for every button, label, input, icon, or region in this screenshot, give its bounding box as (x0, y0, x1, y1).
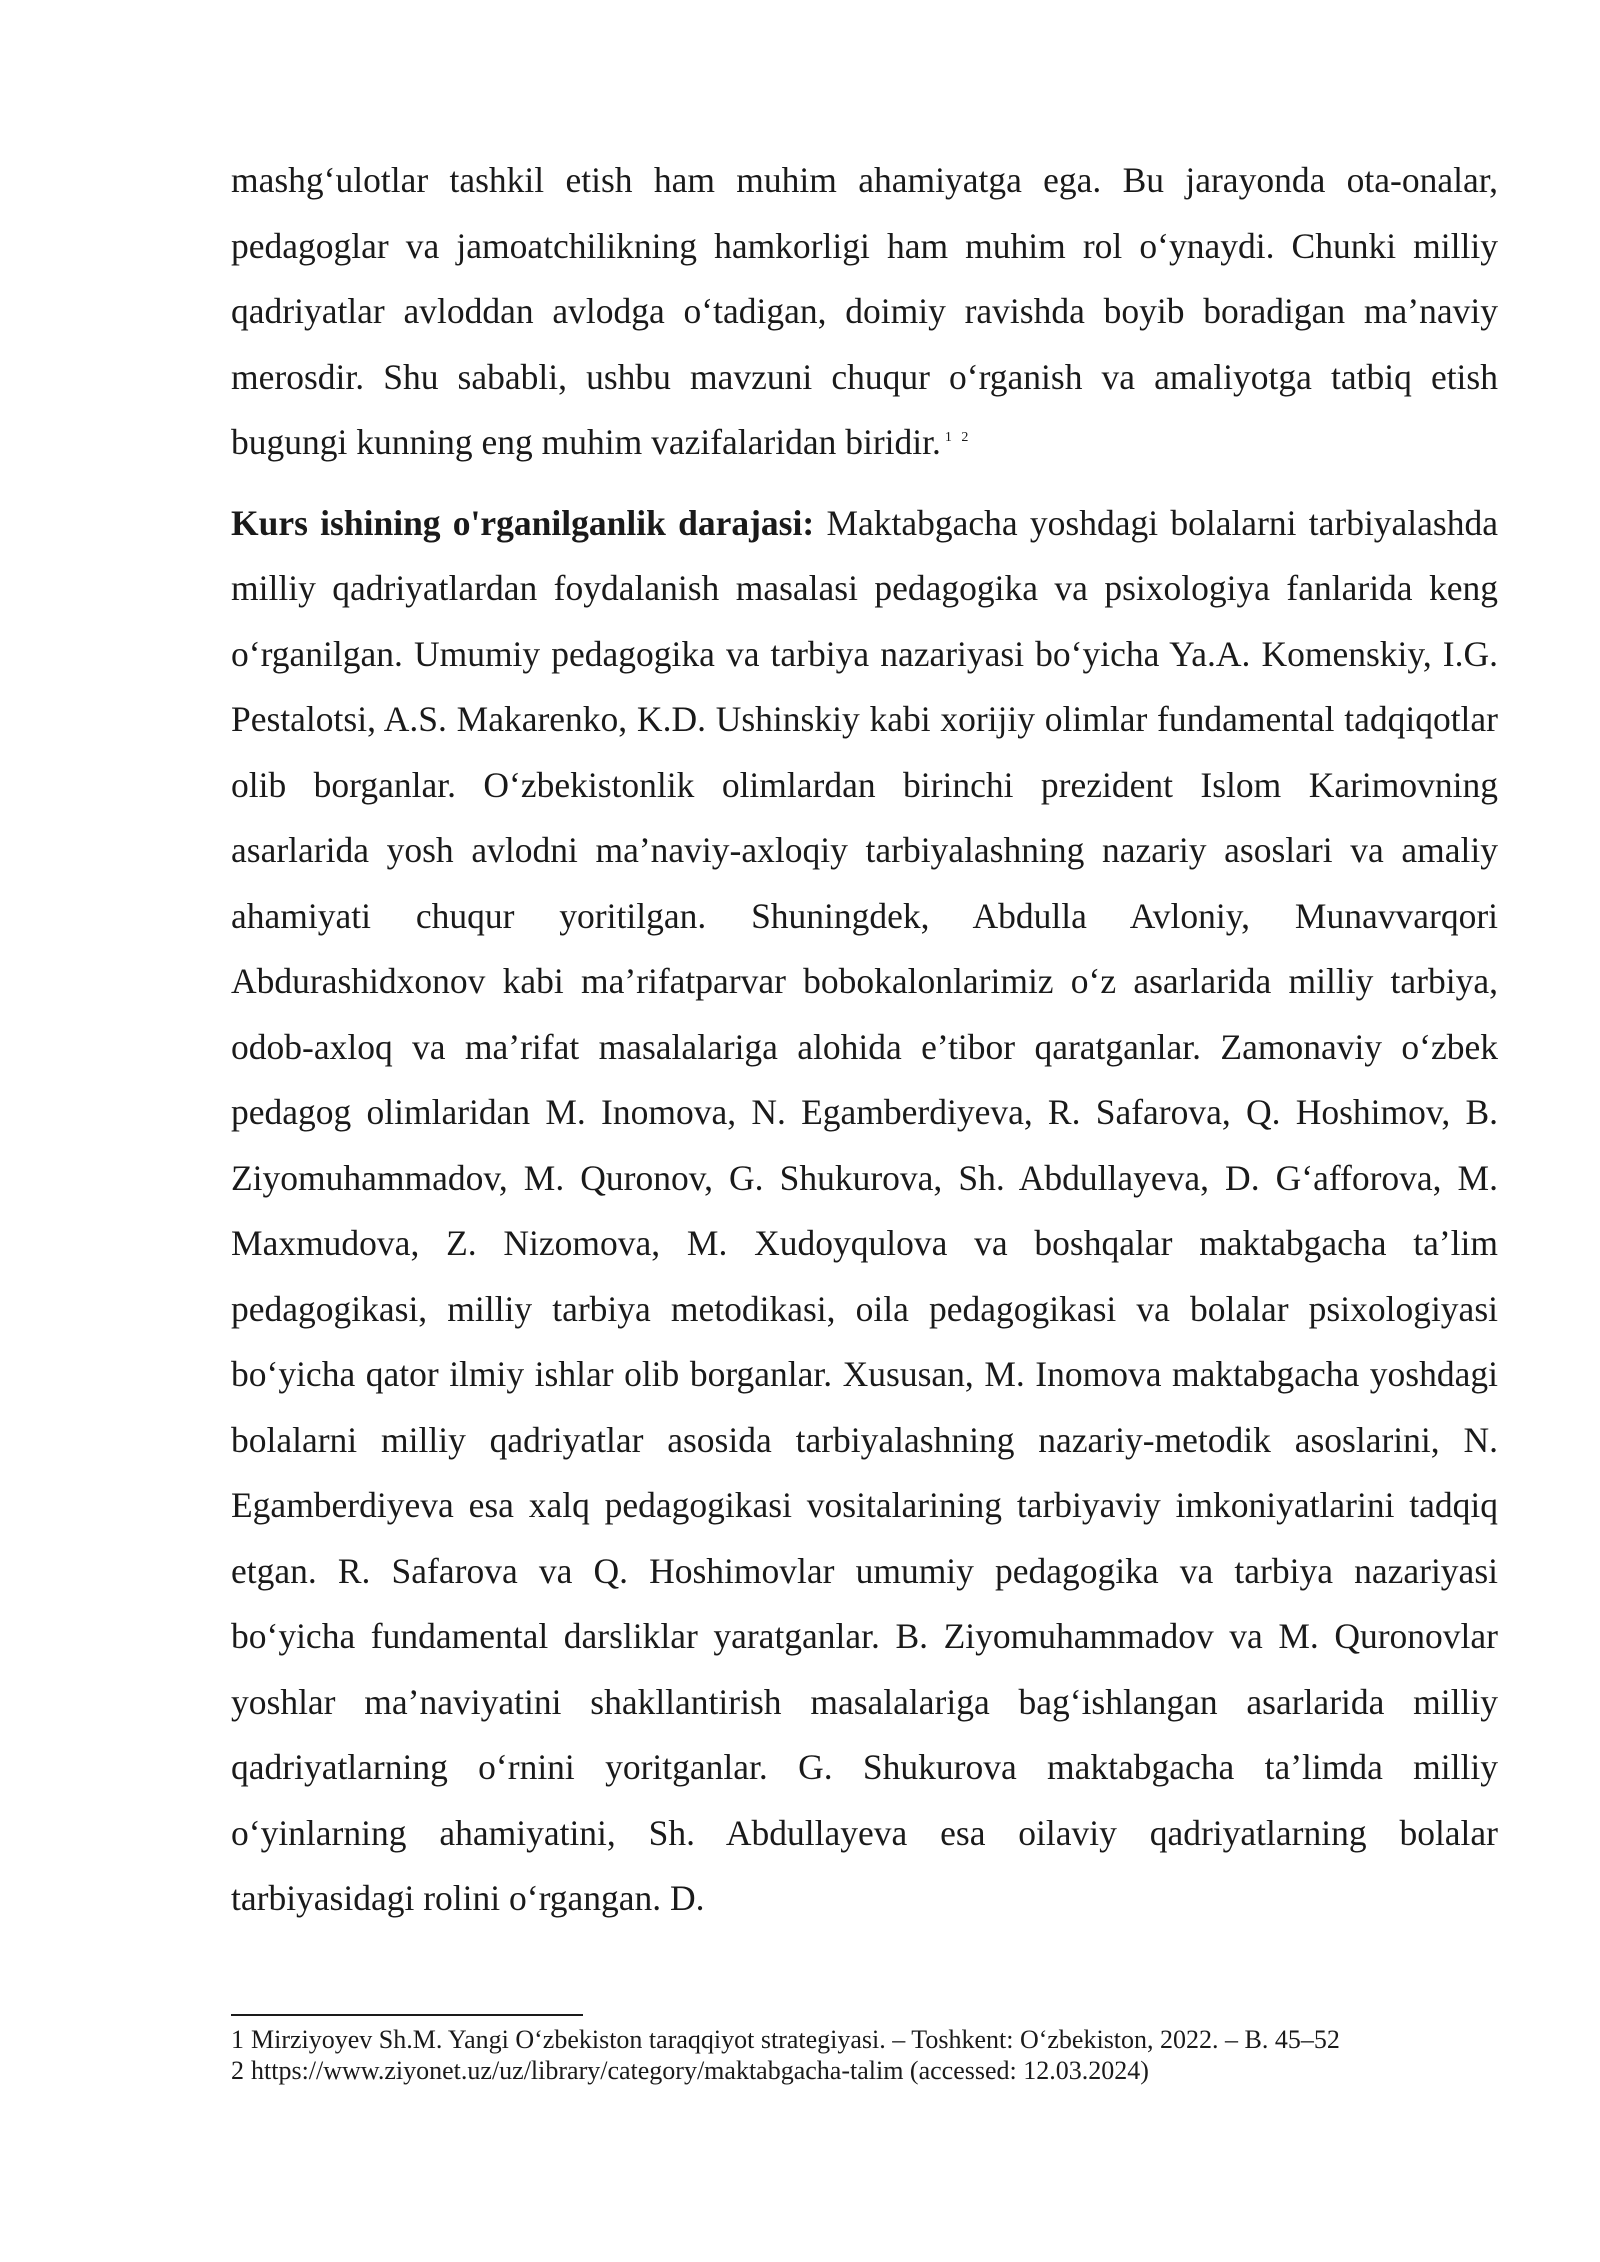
footnote-text: Mirziyoyev Sh.M. Yangi O‘zbekiston taraqqiyot strategiyasi. – Toshkent: O‘zbekiston, 2022. – B. 45–52 (251, 2025, 1340, 2054)
footnote-2 (231, 2055, 1498, 2086)
footnotes (231, 2024, 1498, 2086)
paragraph-study-level (231, 491, 1498, 1932)
footnote-number: 1 (231, 2025, 244, 2054)
paragraph-intro (231, 148, 1498, 476)
body-text (231, 148, 1498, 1932)
section-heading: Kurs ishining o'rganilganlik darajasi: (231, 502, 815, 543)
footnote-separator (231, 2014, 583, 2016)
footnote-1 (231, 2024, 1498, 2055)
footnote-reference[interactable]: 1 2 (944, 430, 972, 446)
paragraph-text: Maktabgacha yoshdagi bolalarni tarbiyalashda milliy qadriyatlardan foydalanish masalasi pedagogika va psixologiya fanlarida keng o‘rganilgan. Umumiy pedagogika va tarbiya nazariyasi bo‘yicha Ya.A. Komenskiy, I.G. Pestalotsi, A.S. Makarenko, K.D. Ushinskiy kabi xorijiy olimlar fundamental tadqiqotlar olib borganlar. O‘zbekistonlik olimlardan birinchi prezident Islom Karimovning asarlarida yosh avlodni ma’naviy-axloqiy tarbiyalashning nazariy asoslari va amaliy ahamiyati chuqur yoritilgan. Shuningdek, Abdulla Avloniy, Munavvarqori Abdurashidxonov kabi ma’rifatparvar bobokalonlarimiz o‘z asarlarida milliy tarbiya, odob-axloq va ma’rifat masalalariga alohida e’tibor qaratganlar. Zamonaviy o‘zbek pedagog olimlaridan M. Inomova, N. Egamberdiyeva, R. Safarova, Q. Hoshimov, B. Ziyomuhammadov, M. Quronov, G. Shukurova, Sh. Abdullayeva, D. G‘afforova, M. Maxmudova, Z. Nizomova, M. Xudoyqulova va boshqalar maktabgacha ta’lim pedagogikasi, milliy tarbiya metodikasi, oila pedagogikasi va bolalar psixologiyasi bo‘yicha qator ilmiy ishlar olib borganlar. Xususan, M. Inomova maktabgacha yoshdagi bolalarni milliy qadriyatlar asosida tarbiyalashning nazariy-metodik asoslarini, N. Egamberdiyeva esa xalq pedagogikasi vositalarining tarbiyaviy imkoniyatlarini tadqiq etgan. R. Safarova va Q. Hoshimovlar umumiy pedagogika va tarbiya nazariyasi bo‘yicha fundamental darsliklar yaratganlar. B. Ziyomuhammadov va M. Quronovlar yoshlar ma’naviyatini shakllantirish masalalariga bag‘ishlangan asarlarida milliy qadriyatlarning o‘rnini yoritganlar. G. Shukurova maktabgacha ta’limda milliy o‘yinlarning ahamiyatini, Sh. Abdullayeva esa oilaviy qadriyatlarning bolalar tarbiyasidagi rolini o‘rgangan. D. (231, 502, 1499, 1918)
footnote-link[interactable]: https://www.ziyonet.uz/uz/library/category/maktabgacha-talim (accessed: 12.03.2024) (251, 2056, 1149, 2085)
paragraph-text: mashg‘ulotlar tashkil etish ham muhim ahamiyatga ega. Bu jarayonda ota-onalar, pedagoglar va jamoatchilikning hamkorligi ham muhim rol o‘ynaydi. Chunki milliy qadriyatlar avloddan avlodga o‘tadigan, doimiy ravishda boyib boradigan ma’naviy merosdir. Shu sababli, ushbu mavzuni chuqur o‘rganish va amaliyotga tatbiq etish bugungi kunning eng muhim vazifalaridan biridir. (231, 160, 1498, 462)
footnote-number: 2 (231, 2056, 244, 2085)
